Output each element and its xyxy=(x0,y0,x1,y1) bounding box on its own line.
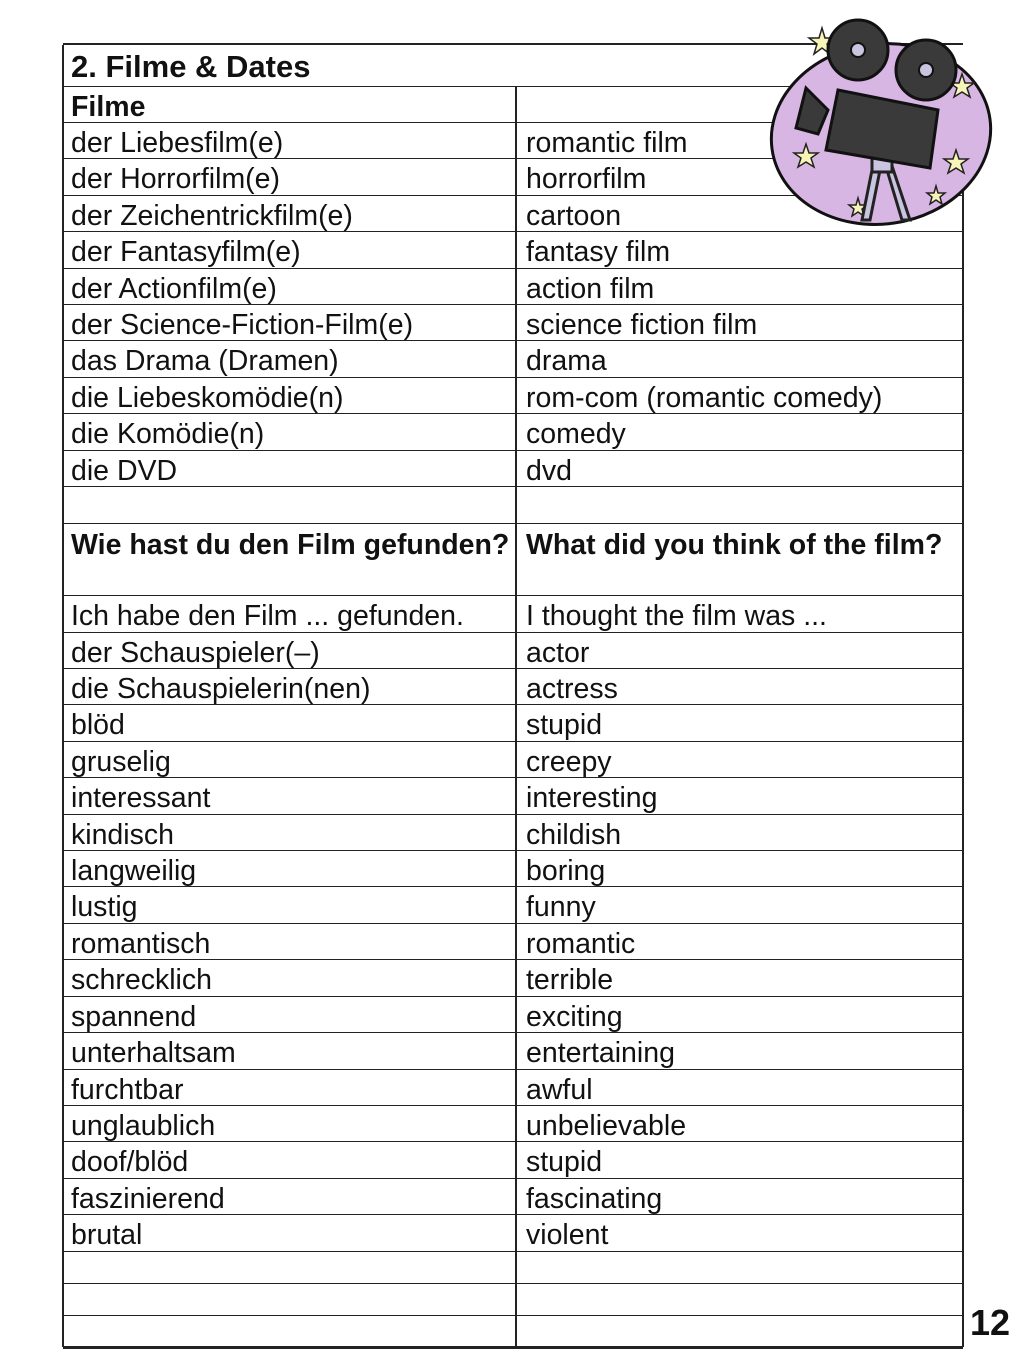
empty-row xyxy=(63,1252,963,1284)
english-term: drama xyxy=(526,345,607,377)
english-term: horrorfilm xyxy=(526,163,647,195)
table-row xyxy=(63,997,963,1033)
section-header-opinion: Wie hast du den Film gefunden? xyxy=(71,529,510,561)
table-right-border xyxy=(962,87,964,1347)
german-term: brutal xyxy=(71,1219,143,1251)
german-term: unterhaltsam xyxy=(71,1037,236,1069)
english-term: stupid xyxy=(526,1146,603,1178)
table-row xyxy=(63,451,963,487)
vocabulary-table xyxy=(63,43,963,1349)
table-row xyxy=(63,1106,963,1142)
english-term: fascinating xyxy=(526,1183,663,1214)
page-number: 12 xyxy=(969,1302,1010,1343)
table-row xyxy=(63,851,963,887)
german-term: schrecklich xyxy=(71,964,212,996)
english-term: exciting xyxy=(526,1001,623,1032)
german-term: das Drama (Dramen) xyxy=(71,345,339,377)
table-row xyxy=(63,269,963,305)
table-row xyxy=(63,232,963,269)
english-term: unbelievable xyxy=(526,1110,687,1141)
english-term: interesting xyxy=(526,782,658,814)
german-term: Ich habe den Film ... gefunden. xyxy=(71,600,464,632)
german-term: die Komödie(n) xyxy=(71,418,265,450)
empty-row xyxy=(63,487,963,524)
table-row xyxy=(63,1215,963,1252)
german-term: romantisch xyxy=(71,928,211,959)
table-row xyxy=(63,778,963,815)
table-row xyxy=(63,960,963,997)
table-row xyxy=(63,1179,963,1215)
german-term: die Liebeskomödie(n) xyxy=(71,382,344,413)
german-term: spannend xyxy=(71,1001,197,1032)
german-term: langweilig xyxy=(71,855,197,886)
english-term: science fiction film xyxy=(526,309,758,340)
movie-camera-illustration xyxy=(766,10,996,228)
english-term: childish xyxy=(526,819,622,850)
german-term: faszinierend xyxy=(71,1183,225,1214)
german-term: der Horrorfilm(e) xyxy=(71,163,281,195)
table-row xyxy=(63,414,963,451)
english-term: awful xyxy=(526,1074,593,1105)
english-term: cartoon xyxy=(526,200,622,231)
english-term: fantasy film xyxy=(526,236,671,268)
german-term: der Schauspieler(–) xyxy=(71,637,320,668)
english-term: terrible xyxy=(526,964,614,996)
table-row xyxy=(63,341,963,378)
table-row xyxy=(63,1033,963,1070)
table-row xyxy=(63,596,963,633)
english-term: romantic film xyxy=(526,127,688,158)
german-term: die DVD xyxy=(71,455,178,486)
english-term: romantic xyxy=(526,928,636,959)
german-term: lustig xyxy=(71,891,138,923)
table-row xyxy=(63,742,963,778)
german-term: der Zeichentrickfilm(e) xyxy=(71,200,353,231)
german-term: der Liebesfilm(e) xyxy=(71,127,284,158)
german-term: furchtbar xyxy=(71,1074,184,1105)
german-term: gruselig xyxy=(71,746,171,777)
german-term: unglaublich xyxy=(71,1110,216,1141)
table-row xyxy=(63,1070,963,1106)
german-term: die Schauspielerin(nen) xyxy=(71,673,371,704)
table-left-border xyxy=(62,45,64,1347)
page-title: 2. Filme & Dates xyxy=(71,49,311,84)
column-divider xyxy=(515,87,517,1347)
table-row xyxy=(63,1142,963,1179)
empty-row xyxy=(63,1316,963,1347)
section-header-row xyxy=(63,524,963,596)
section-header-opinion-translation: What did you think of the film? xyxy=(526,529,943,561)
table-row xyxy=(63,815,963,851)
table-row xyxy=(63,305,963,341)
table-row xyxy=(63,924,963,960)
english-term: creepy xyxy=(526,746,612,777)
english-term: violent xyxy=(526,1219,609,1251)
empty-row xyxy=(63,1284,963,1316)
english-term: comedy xyxy=(526,418,626,450)
german-term: kindisch xyxy=(71,819,174,850)
table-row xyxy=(63,378,963,414)
english-term: dvd xyxy=(526,455,572,486)
english-term: actor xyxy=(526,637,590,668)
table-row xyxy=(63,705,963,742)
table-row xyxy=(63,887,963,924)
english-term: action film xyxy=(526,273,655,304)
german-term: der Science-Fiction-Film(e) xyxy=(71,309,414,340)
german-term: der Actionfilm(e) xyxy=(71,273,277,304)
table-row xyxy=(63,669,963,705)
english-term: rom-com (romantic comedy) xyxy=(526,382,883,413)
english-term: entertaining xyxy=(526,1037,675,1069)
english-term: funny xyxy=(526,891,596,923)
table-row xyxy=(63,633,963,669)
section-header-films: Filme xyxy=(71,91,146,122)
english-term: actress xyxy=(526,673,618,704)
german-term: der Fantasyfilm(e) xyxy=(71,236,301,268)
english-term: stupid xyxy=(526,709,603,741)
english-term: boring xyxy=(526,855,606,886)
german-term: doof/blöd xyxy=(71,1146,189,1178)
english-term: I thought the film was ... xyxy=(526,600,827,632)
german-term: blöd xyxy=(71,709,125,741)
german-term: interessant xyxy=(71,782,211,814)
